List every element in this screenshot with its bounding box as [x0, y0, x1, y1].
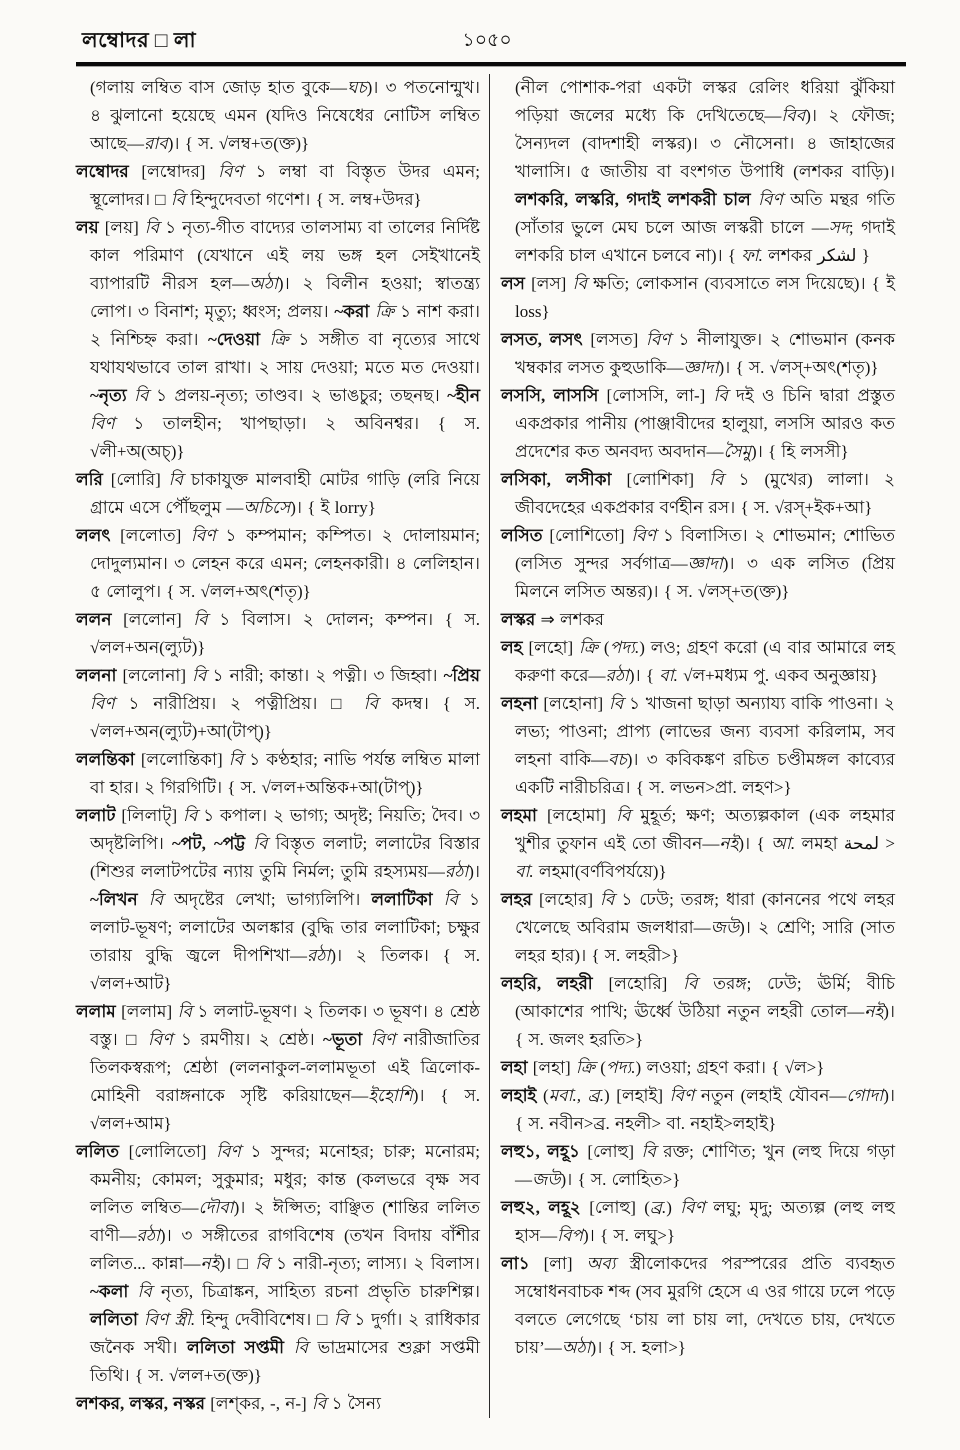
dictionary-entry: [501, 606, 895, 634]
entry-text-run: লহনা: [501, 694, 544, 713]
entry-text-run: ক্রি: [375, 302, 395, 321]
entry-text-run: [লা]: [543, 1254, 587, 1273]
dictionary-entry: [76, 74, 480, 158]
entry-text-run: ললিত: [76, 1142, 129, 1161]
entry-text-run: ১ সুন্দর; মনোহর; চারু; মনোরম; কমনীয়; কোমল; সুকুমার; মধুর; কান্ত (কলভরে বৃক্ষ সব ললিত লম্বিত—: [90, 1142, 480, 1217]
entry-text-run: )। { স. হলা>}: [590, 1338, 686, 1357]
entry-text-run: বি: [443, 890, 458, 909]
entry-text-run: বিণ: [90, 414, 115, 433]
entry-text-run: বিণ: [218, 162, 243, 181]
entry-text-run: পদ্য.: [605, 1058, 636, 1077]
entry-text-run: লহ: [501, 638, 529, 657]
entry-text-run: ~হীন: [447, 386, 480, 405]
entry-text-run: বি: [182, 806, 198, 825]
entry-text-run: লশকর لشكر }: [762, 246, 870, 265]
dictionary-entry: [76, 1390, 480, 1418]
entry-text-run: ) [লহাই]: [604, 1086, 670, 1105]
entry-text-run: ১ রমণীয়। ২ শ্রেষ্ঠ।: [172, 1030, 323, 1049]
entry-text-run: বি: [641, 1142, 656, 1161]
entry-text-run: গোদা: [846, 1086, 884, 1105]
entry-text-run: বি: [709, 470, 724, 489]
entry-text-run: [লহোনা]: [543, 694, 609, 713]
entry-text-run: দৌবা: [198, 1198, 234, 1217]
entry-text-run: [লহোমা]: [547, 806, 617, 825]
entry-text-run: বি: [170, 190, 186, 209]
entry-text-run: লস: [501, 274, 532, 293]
entry-text-run: লহু২, লহূ২: [501, 1198, 590, 1217]
entry-text-run: ললাটিকা: [371, 890, 444, 909]
entry-text-run: ক্রি: [578, 638, 599, 657]
entry-text-run: ~কলা: [90, 1282, 138, 1301]
entry-text-run: বিণ: [669, 1086, 695, 1105]
entry-text-run: লস্কর: [501, 610, 541, 629]
entry-text-run: বা.: [659, 666, 678, 685]
entry-text-run: রঠা: [605, 666, 629, 685]
entry-text-run: ১ লম্বা বা বিস্তৃত উদর এমন; স্থূলোদর। □: [90, 162, 480, 209]
entry-text-run: ১ ললাট-ভূষণ; ললাটের অলঙ্কার (বুদ্ধি তার ললাটিকা; চক্ষুর তারায় বুদ্ধি জ্বলে দীপশিখা—: [90, 890, 481, 965]
entry-text-run: বি: [228, 750, 244, 769]
entry-text-run: বি: [572, 274, 587, 293]
entry-text-run: রাব: [143, 134, 168, 153]
entry-text-run: )। ৩ সঙ্গীতের রাগবিশেষ (তখন বিদায় বাঁশীর ললিত... কান্না—: [90, 1226, 480, 1273]
dictionary-entry: [501, 74, 895, 270]
entry-text-run: )। ২ বিলীন হওয়া; স্বাতন্ত্র্য লোপ। ৩ বিনাশ; মৃত্যু; ধ্বংস; প্রলয়।: [90, 274, 480, 321]
entry-text-run: বি: [134, 386, 149, 405]
entry-text-run: রক্ত; শোণিত; খুন (লহু দিয়ে গড়া —: [515, 1142, 896, 1189]
entry-text-run: [লশ্কর, -, ন-]: [210, 1394, 312, 1413]
entry-text-run: বি: [177, 1002, 192, 1021]
entry-text-run: ) লও; গ্রহণ করো (এ বার আমারে লহ করুণা করে—: [515, 638, 895, 685]
entry-text-run: ~নৃত্য: [90, 386, 135, 405]
entry-text-run: )। ২ ঈপ্সিত; বাঞ্ছিত (শান্তির ললিত বাণী—: [90, 1198, 480, 1245]
entry-text-run: ললিতা সপ্তমী: [187, 1338, 294, 1357]
entry-text-run: ১ প্রলয়-নৃত্য; তাণ্ডব। ২ ভাঙচুর; তছনছ।: [148, 386, 448, 405]
entry-text-run: )। { স. √লল+আম}: [90, 1086, 480, 1133]
entry-text-run: ১ নৃত্য-গীত বাদ্যের তালসাম্য বা তালের নির্দিষ্ট কাল পরিমাণ (যেখানে এই লয় ভঙ্গ হল সেইখানেই ব্যাপারটি নীরস হল—: [90, 218, 480, 293]
entry-text-run: [লোহু] (: [589, 1198, 650, 1217]
entry-text-run: লসিত: [501, 526, 550, 545]
dictionary-entry: [76, 214, 480, 466]
entry-text-run: ১ কম্পমান; কম্পিত। ২ দোলায়মান; দোদুল্যমান। ৩ লেহন করে এমন; লেহনকারী। ৪ লেলিহান। ৫ লোলুপ। { স. √লল+অৎ(শতৃ)}: [90, 526, 481, 601]
entry-text-run: (: [598, 638, 610, 657]
entry-text-run: বি: [600, 890, 615, 909]
entry-text-run: ১ (মুখের) লালা। ২ জীবদেহের একপ্রকার বর্ণহীন রস। { স. √রস্+ইক+আ}: [515, 470, 895, 517]
entry-text-run: বিপ: [557, 1226, 583, 1245]
entry-text-run: )। ৩ পতনোন্মুখ। ৪ ঝুলানো হয়েছে এমন (যদিও নিষেধের নোটিস লম্বিত আছে—: [90, 78, 481, 153]
dictionary-entry: [501, 886, 895, 970]
entry-text-run: রঠা: [136, 1226, 160, 1245]
entry-text-run: [লয়]: [104, 218, 145, 237]
entry-text-run: বি: [293, 1338, 309, 1357]
entry-text-run: বিণ স্ত্রী.: [143, 1310, 196, 1329]
entry-text-run: বিস্তৃত ললাট; ললাটের বিস্তার (শিশুর ললাটপটের ন্যায় তুমি নির্মল; তুমি রহস্যময়—: [90, 834, 480, 881]
entry-text-run: বিণ: [646, 330, 671, 349]
entry-text-run: বি: [311, 1394, 327, 1413]
entry-text-run: (গলায় লম্বিত বাস জোড় হাত বুকে—: [90, 78, 347, 97]
dictionary-entry: [76, 606, 480, 662]
entry-text-run: নতুন (লহাই যৌবন—: [694, 1086, 847, 1105]
entry-text-run: বি: [334, 1310, 349, 1329]
entry-text-run: [লহোর]: [538, 890, 600, 909]
entry-text-run: [লোশিতো]: [549, 526, 632, 545]
entry-text-run: ললন: [76, 610, 124, 629]
entry-text-run: ১ নারী-নৃত্য; লাস্য। ২ বিলাস।: [269, 1254, 480, 1273]
entry-text-run: চাকাযুক্ত মালবাহী মোটর গাড়ি (লরি নিয়ে গ্রামে এসে পৌঁছলুম —: [90, 470, 480, 517]
entry-text-run: )। ৩ কবিকঙ্কণ রচিত চণ্ডীমঙ্গল কাব্যের একটি নারীচরিত্র। { স. লভন>প্রা. লহণ>}: [515, 750, 895, 797]
entry-text-run: ললৎ: [76, 526, 121, 545]
page-content: [76, 0, 906, 1418]
entry-text-run: )। { হি লসসী}: [751, 442, 849, 461]
entry-text-run: ক্ষতি; লোকসান (ব্যবসাতে লস দিয়েছে)। { ই loss}: [515, 274, 895, 321]
entry-text-run: (নীল পোশাক-পরা একটা লস্কর রেলিং ধরিয়া ঝুঁকিয়া পড়িয়া জলের মধ্যে কি দেখিতেছে—: [515, 78, 895, 125]
entry-text-run: মুহূর্ত; ক্ষণ; অত্যল্পকাল (এক লহমার খুশীর তুফান এই তো জীবন—: [515, 806, 895, 853]
entry-text-run: বি: [148, 890, 164, 909]
text-columns: [76, 74, 906, 1418]
entry-text-run: ⇒ লশকর: [540, 610, 604, 629]
dictionary-entry: [76, 746, 480, 802]
dictionary-entry: [501, 382, 895, 466]
entry-text-run: ১ বিলাসিত। ২ শোভমান; শোভিত (লসিত সুন্দর সর্বগাত্র—: [515, 526, 895, 573]
entry-text-run: স্ত্রীলোকদের পরস্পরের প্রতি ব্যবহৃত সম্বোধনবাচক শব্দ (সব মুরগি হেসে এ ওর গায়ে ঢলে পড়ে বলতে লেগেছে ‘চায় লা চায় লা, দেখতে চায়, দেখতে চায়’—: [515, 1254, 895, 1357]
entry-text-run: লমহা لمحة >: [795, 834, 896, 853]
entry-text-run: বিণ: [370, 1030, 396, 1049]
entry-text-run: [ললোন্তিকা]: [140, 750, 229, 769]
dictionary-entry: [501, 1250, 895, 1362]
entry-text-run: বি: [608, 694, 624, 713]
entry-text-run: ১ নারীপ্রিয়। ২ পত্নীপ্রিয়। □: [114, 694, 364, 713]
dictionary-entry: [501, 970, 895, 1054]
dictionary-entry: [76, 522, 480, 606]
entry-text-run: ~করা: [334, 302, 376, 321]
page-number: ১০৫০: [462, 30, 512, 51]
entry-text-run: বি: [137, 1282, 152, 1301]
entry-text-run: লহা: [501, 1058, 533, 1077]
entry-text-run: ১ কণ্ঠহার; নাভি পর্যন্ত লম্বিত মালা বা হার। ২ গিরগিটি। { স. √লল+অন্তিক+আ(টাপ্)}: [90, 750, 480, 797]
entry-text-run: লা১: [501, 1254, 544, 1273]
entry-text-run: [লম্বোদর]: [141, 162, 219, 181]
entry-text-run: নই: [864, 1002, 884, 1021]
entry-text-run: [লস]: [531, 274, 573, 293]
entry-text-run: ইহোশি: [368, 1086, 413, 1105]
entry-text-run: )। ৩ এক লসিত (প্রিয় মিলনে লসিত অন্তর)। { স. √লস্+ত(ক্ত)}: [515, 554, 895, 601]
guide-word: লম্বোদর □ লা: [82, 28, 197, 52]
entry-text-run: রঠা: [306, 946, 331, 965]
column-1: [76, 74, 488, 1418]
entry-text-run: আ.: [771, 834, 796, 853]
entry-text-run: অঠা: [249, 274, 278, 293]
entry-text-run: [লোসসি, লা-]: [606, 386, 714, 405]
entry-text-run: )। { স. নবীন>ব্র. নহলী> বা. নহাই>লহাই}: [515, 1086, 895, 1133]
dictionary-entry: [76, 998, 480, 1138]
entry-text-run: ঘচ: [346, 78, 367, 97]
entry-text-run: বি: [144, 218, 160, 237]
dictionary-entry: [501, 522, 895, 606]
entry-text-run: তরঙ্গ; ঢেউ; ঊর্মি; বীচি (আকাশের পাখি; ঊর্ধ্বে উঠিয়া নতুন লহরী তোল—: [515, 974, 895, 1021]
entry-text-run: বি: [253, 834, 268, 853]
dictionary-entry: [501, 690, 895, 802]
entry-text-run: ললন্তিকা: [76, 750, 141, 769]
dictionary-entry: [76, 158, 480, 214]
entry-text-run: ললিতা: [90, 1310, 144, 1329]
entry-text-run: লহরি, লহরী: [501, 974, 609, 993]
dictionary-entry: [76, 1138, 480, 1390]
entry-text-run: )। { স. √লস্+অৎ(শতৃ)}: [718, 358, 879, 377]
entry-text-run: ~ভূতা: [323, 1030, 371, 1049]
entry-text-run: জ্ঞাদা: [687, 554, 723, 573]
dictionary-entry: [501, 1054, 895, 1082]
entry-text-run: [লসত]: [590, 330, 647, 349]
entry-text-run: ফা.: [741, 246, 763, 265]
entry-text-run: ১ নাশ করা। ২ নিশ্চিহ্ন করা।: [90, 302, 481, 349]
page-header: [76, 24, 906, 58]
entry-text-run: (: [543, 1086, 549, 1105]
entry-text-run: ~দেওয়া: [207, 330, 270, 349]
entry-text-run: ললাম: [76, 1002, 122, 1021]
entry-text-run: মবা., ব্র.: [548, 1086, 604, 1105]
entry-text-run: বি: [168, 470, 183, 489]
column-2: [491, 74, 895, 1418]
entry-text-run: নই: [200, 1254, 220, 1273]
entry-text-run: হিন্দু দেবীবিশেষ। □: [195, 1310, 334, 1329]
entry-text-run: ১ সৈন্য: [326, 1394, 381, 1413]
entry-text-run: লরি: [76, 470, 111, 489]
entry-text-run: ক্রি: [575, 1058, 595, 1077]
entry-text-run: বিণ: [191, 526, 216, 545]
entry-text-run: অচিসে: [243, 498, 291, 517]
entry-text-run: বা.: [515, 862, 534, 881]
entry-text-run: লম্বোদর: [76, 162, 142, 181]
header-rule: [76, 62, 906, 66]
entry-text-run: নারীজাতির তিলকস্বরূপ; শ্রেষ্ঠা (ললনাকুল-ললামভূতা এই ত্রিলোক-মোহিনী বরাঙ্গনাকে সৃষ্টি করিয়াছেন—: [90, 1030, 480, 1105]
entry-text-run: )। { স. লোহিত>}: [560, 1170, 681, 1189]
entry-text-run: লশকর, লস্কর, নস্কর: [76, 1394, 211, 1413]
entry-text-run: অঠা: [561, 1338, 591, 1357]
column-divider: [489, 74, 490, 1418]
entry-text-run: বি: [713, 386, 728, 405]
entry-text-run: লসসি, লাসসি: [501, 386, 607, 405]
entry-text-run: পদ্য.: [609, 638, 640, 657]
entry-text-run: বচ: [608, 750, 627, 769]
entry-text-run: লহমা(বর্ণবিপর্যয়ে)}: [533, 862, 667, 881]
entry-text-run: বি: [616, 806, 631, 825]
entry-text-run: কদম্ব। { স. √লল+অন(ল্যুট)+আ(টাপ্)}: [90, 694, 481, 741]
entry-text-run: সদ: [828, 218, 849, 237]
dictionary-entry: [501, 1138, 895, 1194]
dictionary-entry: [501, 802, 895, 886]
dictionary-entry: [501, 270, 895, 326]
entry-text-run: লঘু; মৃদু; অত্যল্প (লহু লহু হাস—: [515, 1198, 895, 1245]
entry-text-run: ব্র.: [649, 1198, 667, 1217]
entry-text-run: [ললোত]: [120, 526, 192, 545]
entry-text-run: ১ নীলাযুক্ত। ২ শোভমান (কনক খম্বকার লসত কুহুডাকি—: [515, 330, 895, 377]
entry-text-run: )। { স. √লম্ব+ত(ক্ত)}: [167, 134, 310, 153]
entry-text-run: ভাদ্রমাসের শুক্লা সপ্তমী তিথি। { স. √লল+ত(ক্ত)}: [90, 1338, 480, 1385]
entry-text-run: বিণ: [90, 694, 115, 713]
entry-text-run: লয়: [76, 218, 105, 237]
entry-text-run: জউ: [532, 1170, 561, 1189]
entry-text-run: [ললোন]: [123, 610, 194, 629]
entry-text-run: বিব: [781, 106, 806, 125]
dictionary-entry: [501, 1194, 895, 1250]
entry-text-run: বি: [683, 974, 698, 993]
entry-text-run: √ল+মধ্যম পু. একব অনুজ্ঞায়}: [677, 666, 879, 685]
entry-text-run: )। ২ তিলক। { স. √লল+আট}: [90, 946, 480, 993]
entry-text-run: লহু১, লহূ১: [501, 1142, 588, 1161]
entry-text-run: অব্য: [586, 1254, 616, 1273]
entry-text-run: বি: [193, 610, 208, 629]
entry-text-run: [ললাম]: [121, 1002, 178, 1021]
entry-text-run: )।: [468, 862, 480, 881]
entry-text-run: )। { স. জলং হরতি>}: [515, 1002, 895, 1049]
entry-text-run: [লহা]: [532, 1058, 576, 1077]
entry-text-run: ১ কপাল। ২ ভাগ্য; অদৃষ্ট; নিয়তি; দৈব। ৩ অদৃষ্টলিপি।: [90, 806, 481, 853]
entry-text-run: ১ তালহীন; খাপছাড়া। ২ অবিনশ্বর। { স. √লী+অ(অচ্)}: [90, 414, 480, 461]
entry-text-run: বিণ: [631, 526, 657, 545]
entry-text-run: ক্রি: [269, 330, 289, 349]
entry-text-run: লশকরি, লস্করি, গদাই লশকরী চাল: [515, 190, 759, 209]
entry-text-run: লহর: [501, 890, 539, 909]
entry-text-run: ~লিখন: [90, 890, 149, 909]
entry-text-run: ললনা: [76, 666, 123, 685]
entry-text-run: হিন্দুদেবতা গণেশ। { স. লম্ব+উদর}: [185, 190, 422, 209]
entry-text-run: )। ২ ফৌজ; সৈন্যদল (বাদশাহী লস্কর)। ৩ নৌসেনা। ৪ জাহাজের খালাসি। ৫ জাতীয় বা বংশগত উপাধি (লশকর বাড়ি)।: [515, 106, 895, 181]
entry-text-run: বিণ: [680, 1198, 705, 1217]
entry-text-run: ~প্রিয়: [443, 666, 480, 685]
entry-text-run: )। {: [628, 666, 660, 685]
entry-text-run: (: [594, 1058, 606, 1077]
entry-text-run: ১ দুর্গা। ২ রাধিকার জনৈক সখী।: [90, 1310, 481, 1357]
entry-text-run: )। { স. লঘু>}: [582, 1226, 676, 1245]
entry-text-run: লহাই: [501, 1086, 544, 1105]
entry-text-run: অতি মন্থর গতি (সাঁতার ভুলে মেঘ চলে আজ লস্করী চালে —: [515, 190, 895, 237]
entry-text-run: )। { ই lorry}: [290, 498, 376, 517]
dictionary-entry: [501, 634, 895, 690]
entry-text-run: নৃত্য, চিত্রাঙ্কন, সাহিত্য রচনা প্রভৃতি চারুশিল্প।: [151, 1282, 480, 1301]
entry-text-run: ): [666, 1198, 681, 1217]
entry-text-run: [লোহু]: [587, 1142, 642, 1161]
entry-text-run: [লহো]: [528, 638, 579, 657]
entry-text-run: ১ সঙ্গীত বা নৃত্যের সাথে যথাযথভাবে তাল রাখা। ২ সায় দেওয়া; মতে মত দেওয়া।: [90, 330, 480, 377]
entry-text-run: জ্ঞাদা: [683, 358, 719, 377]
dictionary-entry: [76, 466, 480, 522]
dictionary-entry: [501, 1082, 895, 1138]
entry-text-run: ; গদাই লশকরি চাল এখানে চলবে না)। {: [515, 218, 895, 265]
entry-text-run: [লোরি]: [110, 470, 169, 489]
entry-text-run: লহমা: [501, 806, 547, 825]
entry-text-run: বি: [363, 694, 379, 713]
entry-text-run: বি: [192, 666, 207, 685]
dictionary-entry: [501, 466, 895, 522]
entry-text-run: ১ খাজনা ছাড়া অন্যায্য বাকি পাওনা। ২ লভ্য; পাওনা; প্রাপ্য (লাভের জন্য ব্যবসা করিলাম, সব লহনা বাকি—: [515, 694, 895, 769]
dictionary-entry: [76, 662, 480, 746]
entry-text-run: ললাট: [76, 806, 122, 825]
dictionary-entry: [76, 802, 480, 998]
entry-text-run: নই: [719, 834, 739, 853]
entry-text-run: লসিকা, লসীকা: [501, 470, 627, 489]
entry-text-run: )। {: [738, 834, 772, 853]
entry-text-run: জউ: [710, 918, 740, 937]
entry-text-run: ~পট, ~পট্ট: [171, 834, 254, 853]
entry-text-run: লসত, লসৎ: [501, 330, 591, 349]
entry-text-run: ) লওয়া; গ্রহণ করা। { √ল>}: [635, 1058, 825, 1077]
entry-text-run: বিণ: [147, 1030, 173, 1049]
dictionary-entry: [501, 326, 895, 382]
entry-text-run: ১ ললাট-ভূষণ। ২ তিলক। ৩ ভূষণ। ৪ শ্রেষ্ঠ বস্তু। □: [90, 1002, 480, 1049]
entry-text-run: ১ বিলাস। ২ দোলন; কম্পন। { স. √লল+অন(ল্যুট)}: [90, 610, 480, 657]
entry-text-run: বি: [255, 1254, 270, 1273]
entry-text-run: [লোশিকা]: [626, 470, 710, 489]
entry-text-run: [ললোনা]: [122, 666, 193, 685]
entry-text-run: বিণ: [216, 1142, 241, 1161]
entry-text-run: [লিলাট্]: [121, 806, 183, 825]
entry-text-run: দই ও চিনি দ্বারা প্রস্তুত একপ্রকার পানীয় (পাঞ্জাবীদের হালুয়া, লসসি আরও কত প্রদেশের কত অনবদ্য অবদান—: [515, 386, 895, 461]
entry-text-run: ১ ঢেউ; তরঙ্গ; ধারা (কাননের পথে লহর খেলেছে অবিরাম জলধারা—: [515, 890, 895, 937]
entry-text-run: রঠা: [444, 862, 469, 881]
entry-text-run: [লহোরি]: [608, 974, 684, 993]
entry-text-run: বিণ: [758, 190, 783, 209]
entry-text-run: )। ২ শ্রেণি; সারি (সাত লহর হার)। { স. লহরী>}: [515, 918, 895, 965]
entry-text-run: )। □: [219, 1254, 256, 1273]
entry-text-run: অদৃষ্টের লেখা; ভাগ্যলিপি।: [163, 890, 372, 909]
entry-text-run: ১ নারী; কান্তা। ২ পত্নী। ৩ জিহ্বা।: [206, 666, 444, 685]
entry-text-run: সৈমু: [723, 442, 752, 461]
entry-text-run: [লোলিতো]: [128, 1142, 217, 1161]
